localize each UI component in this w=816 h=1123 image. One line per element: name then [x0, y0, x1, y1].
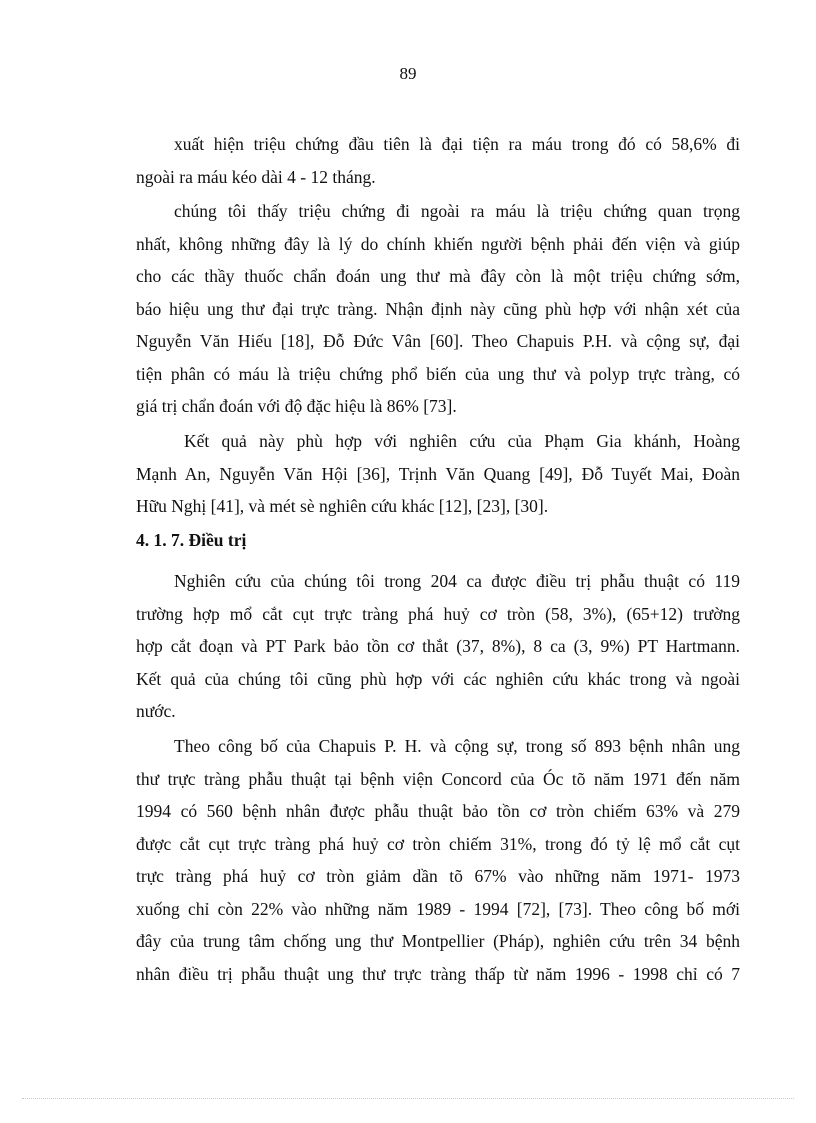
paragraph-1	[136, 128, 740, 193]
paragraph-line: nhân điều trị phẫu thuật ung thư trực tràng thấp từ năm 1996 - 1998 chỉ có 7	[136, 963, 740, 984]
paragraph-line: thư trực tràng phẫu thuật tại bệnh viện Concord của Óc tõ năm 1971 đến năm	[136, 768, 740, 789]
paragraph-3	[136, 425, 740, 523]
paragraph-line: chúng tôi thấy triệu chứng đi ngoài ra máu là triệu chứng quan trọng	[174, 201, 740, 221]
paragraph-line: Nghiên cứu của chúng tôi trong 204 ca được điều trị phẫu thuật có 119	[174, 571, 740, 591]
paragraph-line: Kết quả này phù hợp với nghiên cứu của Phạm Gia khánh, Hoàng	[184, 431, 740, 451]
page-bottom-rule	[22, 1098, 794, 1099]
paragraph-line: Mạnh An, Nguyễn Văn Hội [36], Trịnh Văn Quang [49], Đỗ Tuyết Mai, Đoàn	[136, 463, 740, 484]
section-heading: 4. 1. 7. Điều trị	[136, 530, 247, 550]
paragraph-line: ngoài ra máu kéo dài 4 - 12 tháng.	[136, 166, 376, 187]
paragraph-4	[136, 565, 740, 728]
paragraph-line: Theo công bố của Chapuis P. H. và cộng sự, trong số 893 bệnh nhân ung	[174, 736, 740, 756]
paragraph-line: cho các thầy thuốc chẩn đoán ung thư mà đây còn là một triệu chứng sớm,	[136, 266, 740, 286]
paragraph-line: đây của trung tâm chống ung thư Montpellier (Pháp), nghiên cứu trên 34 bệnh	[136, 931, 740, 951]
paragraph-line: giá trị chẩn đoán với độ đặc hiệu là 86% [73].	[136, 396, 457, 416]
paragraph-line: xuống chỉ còn 22% vào những năm 1989 - 1994 [72], [73]. Theo công bố mới	[136, 898, 740, 919]
paragraph-line: Nguyễn Văn Hiếu [18], Đỗ Đức Vân [60]. Theo Chapuis P.H. và cộng sự, đại	[136, 331, 740, 351]
paragraph-line: báo hiệu ung thư đại trực tràng. Nhận định này cũng phù hợp với nhận xét của	[136, 298, 740, 319]
page-number: 89	[399, 64, 417, 83]
paragraph-line: Hữu Nghị [41], và mét sè nghiên cứu khác [12], [23], [30].	[136, 496, 549, 516]
paragraph-line: xuất hiện triệu chứng đầu tiên là đại tiện ra máu trong đó có 58,6% đi	[174, 134, 740, 154]
paragraph-line: được cắt cụt trực tràng phá huỷ cơ tròn chiếm 31%, trong đó tỷ lệ mổ cắt cụt	[136, 833, 740, 854]
paragraph-line: trực tràng phá huỷ cơ tròn giảm dần tõ 67% vào những năm 1971- 1973	[136, 866, 740, 886]
paragraph-5	[136, 730, 740, 990]
paragraph-line: Kết quả của chúng tôi cũng phù hợp với các nghiên cứu khác trong và ngoài	[136, 668, 740, 689]
paragraph-2	[136, 195, 740, 423]
paragraph-line: trường hợp mổ cắt cụt trực tràng phá huỷ cơ tròn (58, 3%), (65+12) trường	[136, 603, 740, 624]
paragraph-line: nhất, không những đây là lý do chính khiến người bệnh phải đến viện và giúp	[136, 233, 740, 254]
paragraph-line: nước.	[136, 701, 176, 721]
paragraph-line: hợp cắt đoạn và PT Park bảo tồn cơ thắt (37, 8%), 8 ca (3, 9%) PT Hartmann.	[136, 636, 740, 656]
paragraph-line: tiện phân có máu là triệu chứng phổ biến của ung thư và polyp trực tràng, có	[136, 363, 740, 384]
paragraph-line: 1994 có 560 bệnh nhân được phẫu thuật bảo tồn cơ tròn chiếm 63% và 279	[136, 801, 740, 821]
